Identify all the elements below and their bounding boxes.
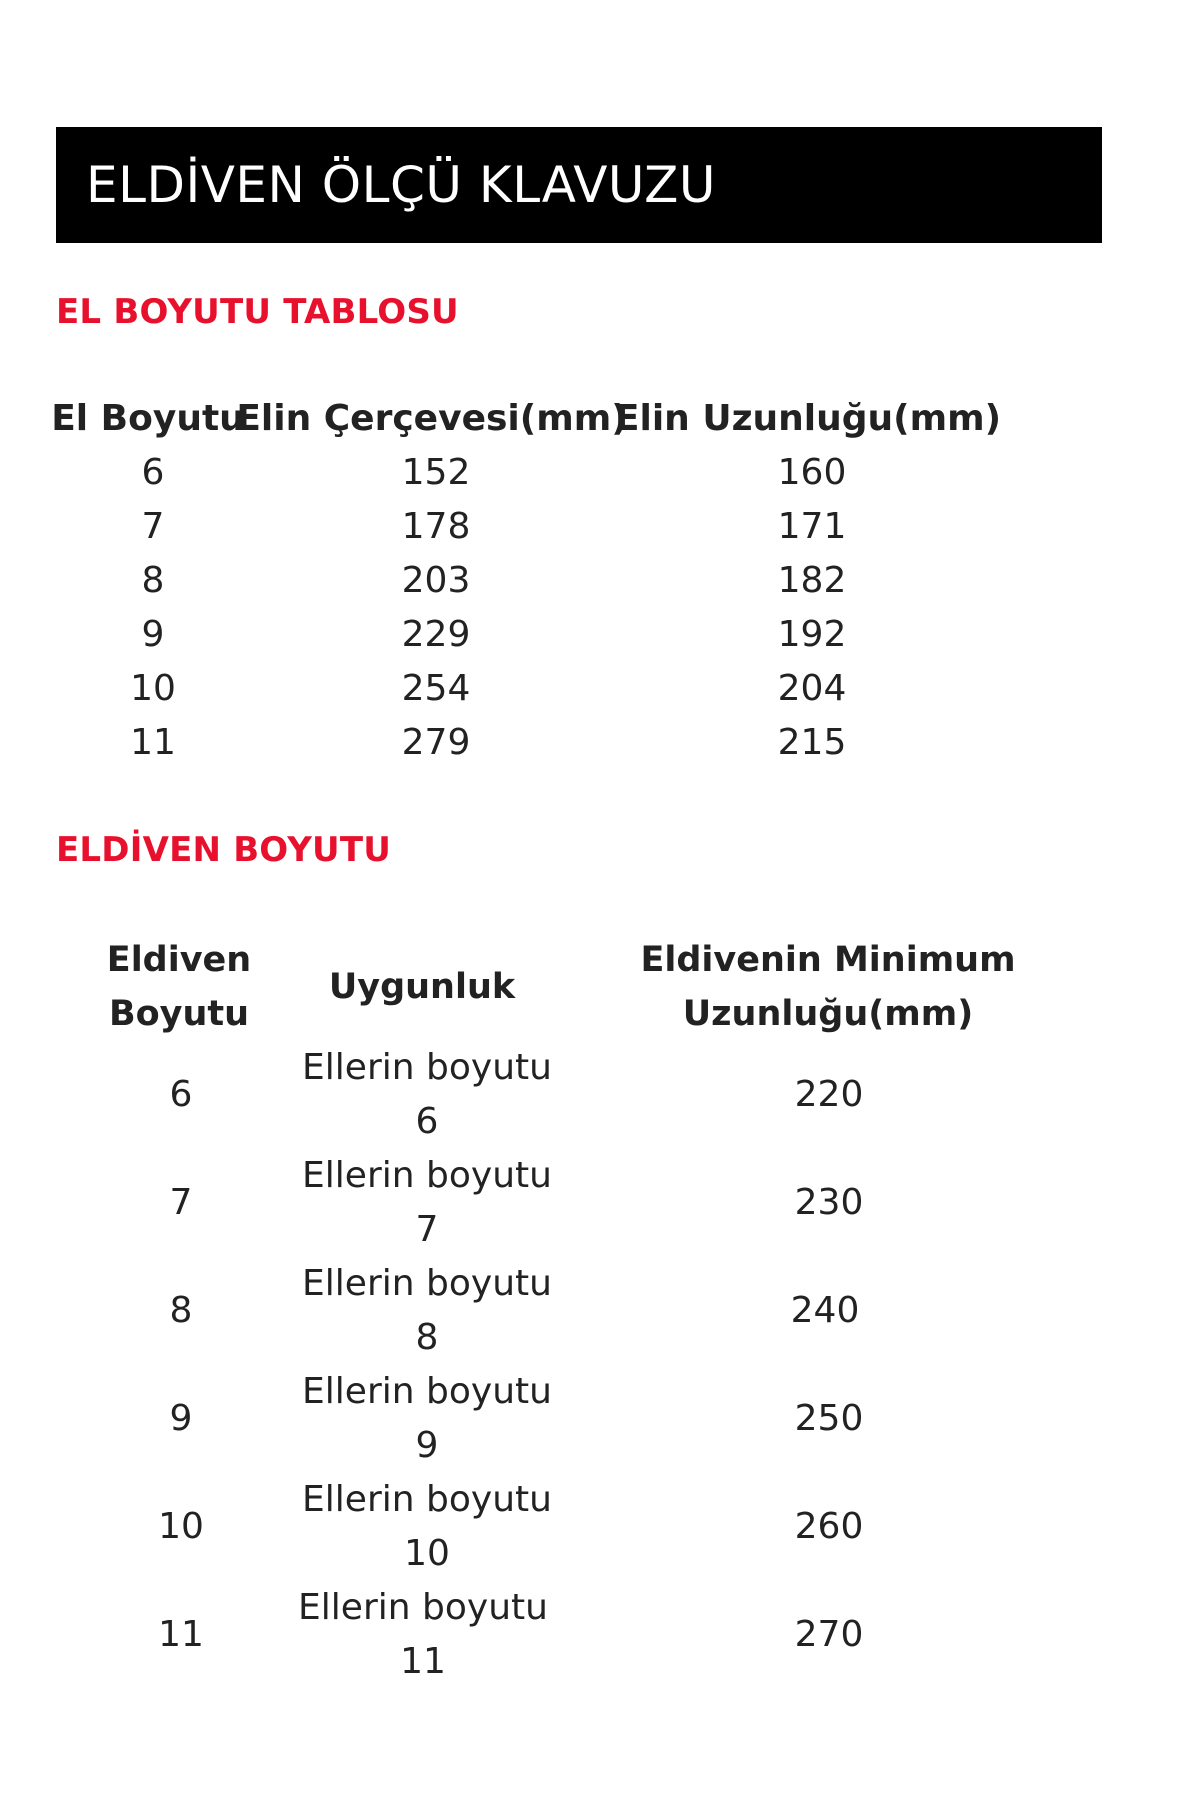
glove-fit-cell bbox=[298, 1581, 548, 1689]
hand-circumference-cell: 152 bbox=[401, 452, 471, 493]
glove-min-length-cell: 230 bbox=[794, 1182, 864, 1223]
hand-length-cell: 192 bbox=[777, 614, 847, 655]
glove-fit-size: 6 bbox=[415, 1101, 439, 1142]
glove-min-length-cell: 240 bbox=[790, 1290, 860, 1331]
hand-length-cell: 204 bbox=[777, 668, 847, 709]
hand-size-cell: 7 bbox=[141, 506, 165, 547]
hand-length-cell: 171 bbox=[777, 506, 847, 547]
glove-fit-size: 11 bbox=[400, 1641, 446, 1682]
glove-fit-size: 7 bbox=[415, 1209, 439, 1250]
glove-size-cell: 7 bbox=[169, 1182, 193, 1223]
hand-size-cell: 10 bbox=[130, 668, 176, 709]
glove-fit-label: Ellerin boyutu bbox=[302, 1263, 552, 1304]
hand-size-cell: 9 bbox=[141, 614, 165, 655]
glove-size-cell: 11 bbox=[158, 1614, 204, 1655]
glove-header-size-line2: Boyutu bbox=[108, 994, 250, 1034]
hand-size-cell: 6 bbox=[141, 452, 165, 493]
glove-fit-size: 10 bbox=[404, 1533, 450, 1574]
glove-table-header-min-length bbox=[640, 933, 1015, 1041]
glove-fit-cell bbox=[302, 1257, 552, 1365]
glove-fit-cell bbox=[302, 1365, 552, 1473]
hand-length-cell: 160 bbox=[777, 452, 847, 493]
hand-table-title: EL BOYUTU TABLOSU bbox=[56, 292, 459, 332]
glove-min-length-cell: 250 bbox=[794, 1398, 864, 1439]
glove-size-cell: 8 bbox=[169, 1290, 193, 1331]
glove-fit-cell bbox=[302, 1041, 552, 1149]
hand-size-cell: 8 bbox=[141, 560, 165, 601]
glove-size-cell: 9 bbox=[169, 1398, 193, 1439]
hand-circumference-cell: 254 bbox=[401, 668, 471, 709]
page-title: ELDİVEN ÖLÇÜ KLAVUZU bbox=[86, 156, 716, 214]
hand-circumference-cell: 178 bbox=[401, 506, 471, 547]
hand-length-cell: 182 bbox=[777, 560, 847, 601]
hand-size-cell: 11 bbox=[130, 722, 176, 763]
glove-min-length-cell: 270 bbox=[794, 1614, 864, 1655]
hand-table-header-length: Elin Uzunluğu(mm) bbox=[614, 398, 1002, 439]
glove-size-cell: 10 bbox=[158, 1506, 204, 1547]
glove-size-cell: 6 bbox=[169, 1074, 193, 1115]
glove-header-min-line2: Uzunluğu(mm) bbox=[682, 994, 974, 1034]
glove-fit-size: 8 bbox=[415, 1317, 439, 1358]
glove-fit-label: Ellerin boyutu bbox=[302, 1371, 552, 1412]
glove-header-min-line1: Eldivenin Minimum bbox=[640, 940, 1016, 980]
hand-table-header-size: El Boyutu bbox=[51, 398, 245, 439]
glove-fit-label: Ellerin boyutu bbox=[298, 1587, 548, 1628]
glove-fit-cell bbox=[302, 1149, 552, 1257]
hand-circumference-cell: 229 bbox=[401, 614, 471, 655]
glove-min-length-cell: 260 bbox=[794, 1506, 864, 1547]
glove-header-size-line1: Eldiven bbox=[106, 940, 252, 980]
hand-circumference-cell: 279 bbox=[401, 722, 471, 763]
glove-table-header-size bbox=[107, 933, 251, 1041]
glove-fit-label: Ellerin boyutu bbox=[302, 1479, 552, 1520]
page-title-banner bbox=[56, 127, 1102, 243]
hand-length-cell: 215 bbox=[777, 722, 847, 763]
hand-table-header-circumference: Elin Çerçevesi(mm) bbox=[236, 398, 628, 439]
glove-table-header-fit: Uygunluk bbox=[328, 967, 516, 1007]
glove-fit-label: Ellerin boyutu bbox=[302, 1155, 552, 1196]
glove-table-title: ELDİVEN BOYUTU bbox=[56, 830, 392, 870]
glove-min-length-cell: 220 bbox=[794, 1074, 864, 1115]
glove-fit-size: 9 bbox=[415, 1425, 439, 1466]
glove-fit-cell bbox=[302, 1473, 552, 1581]
hand-circumference-cell: 203 bbox=[401, 560, 471, 601]
glove-fit-label: Ellerin boyutu bbox=[302, 1047, 552, 1088]
